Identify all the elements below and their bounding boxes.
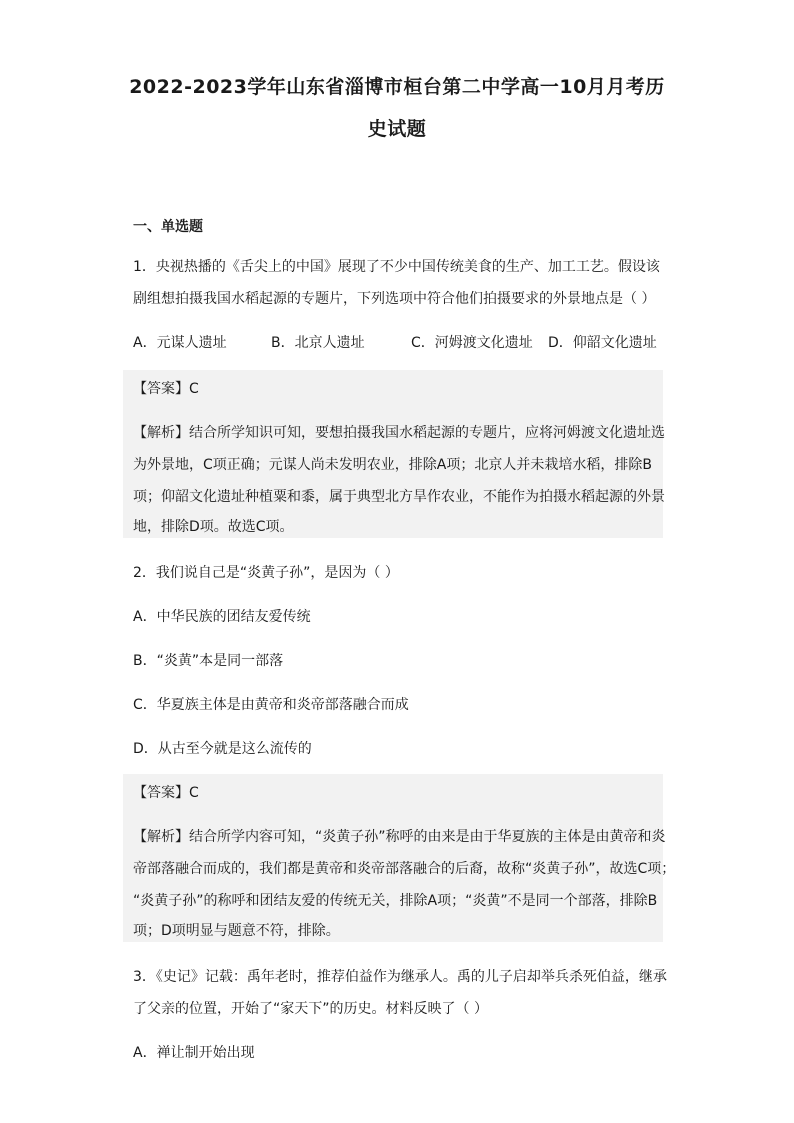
document-title-line-2: 史试题 (367, 118, 427, 140)
q1-analysis-line-2: 为外景地，C项正确；元谋人尚未发明农业，排除A项；北京人并未栽培水稻，排除B (133, 457, 652, 473)
q2-analysis-line-4: 项；D项明显与题意不符，排除。 (133, 923, 340, 939)
q2-option-a: A．中华民族的团结友爱传统 (133, 609, 311, 625)
document-title-line-1: 2022-2023学年山东省淄博市桓台第二中学高一10月月考历 (129, 76, 665, 98)
q2-analysis-line-1: 【解析】结合所学内容可知，“炎黄子孙”称呼的由来是由于华夏族的主体是由黄帝和炎 (133, 829, 666, 845)
q1-option-d: D．仰韶文化遗址 (548, 335, 657, 351)
q2-analysis-line-2: 帝部落融合而成的，我们都是黄帝和炎帝部落融合的后裔，故称“炎黄子孙”，故选C项； (133, 861, 676, 877)
q2-answer: 【答案】C (133, 785, 199, 801)
q1-analysis-line-4: 地，排除D项。故选C项。 (133, 519, 294, 535)
q3-option-a: A．禅让制开始出现 (133, 1045, 255, 1061)
q1-stem-line-2: 剧组想拍摄我国水稻起源的专题片，下列选项中符合他们拍摄要求的外景地点是（ ） (133, 291, 656, 307)
q2-analysis-line-3: “炎黄子孙”的称呼和团结友爱的传统无关，排除A项；“炎黄”不是同一个部落，排除B (133, 893, 658, 909)
q2-option-d: D．从古至今就是这么流传的 (133, 741, 312, 757)
q1-stem-line-1: 1．央视热播的《舌尖上的中国》展现了不少中国传统美食的生产、加工工艺。假设该 (133, 259, 660, 275)
q2-stem: 2．我们说自己是“炎黄子孙”，是因为（ ） (133, 565, 399, 581)
q1-answer: 【答案】C (133, 381, 199, 397)
q3-stem-line-1: 3．《史记》记载：禹年老时，推荐伯益作为继承人。禹的儿子启却举兵杀死伯益，继承 (133, 969, 667, 985)
q1-analysis-line-1: 【解析】结合所学知识可知，要想拍摄我国水稻起源的专题片，应将河姆渡文化遗址选 (133, 425, 665, 441)
q1-option-b: B．北京人遗址 (271, 335, 365, 351)
q2-option-b: B．“炎黄”本是同一部落 (133, 653, 284, 669)
q1-option-a: A．元谋人遗址 (133, 335, 227, 351)
q1-analysis-line-3: 项；仰韶文化遗址种植粟和黍，属于典型北方旱作农业，不能作为拍摄水稻起源的外景 (133, 489, 665, 505)
section-heading: 一、单选题 (133, 219, 203, 235)
q1-option-c: C．河姆渡文化遗址 (411, 335, 533, 351)
q2-option-c: C．华夏族主体是由黄帝和炎帝部落融合而成 (133, 697, 409, 713)
q3-stem-line-2: 了父亲的位置，开始了“家天下”的历史。材料反映了（ ） (133, 1001, 488, 1017)
